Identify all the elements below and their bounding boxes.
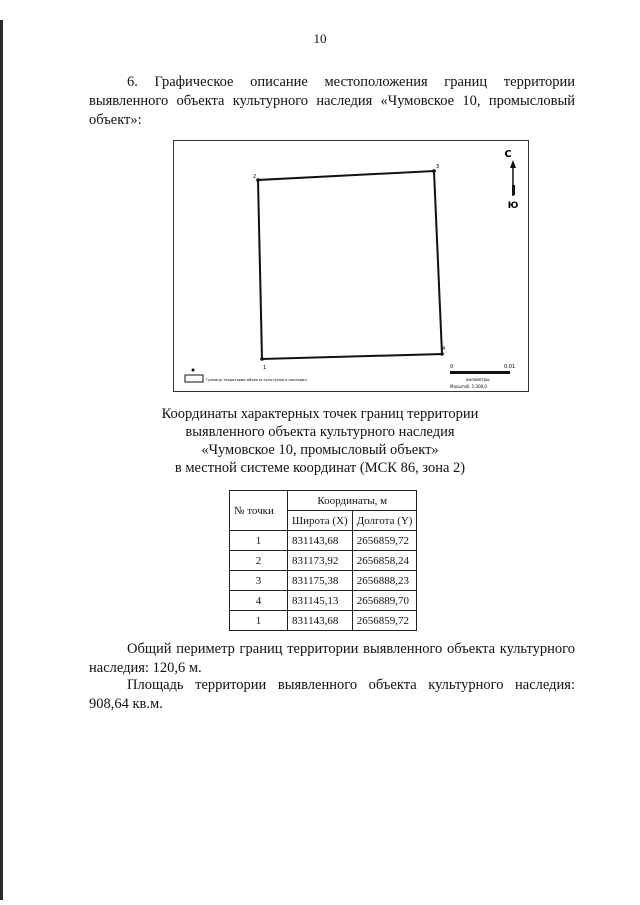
- point-marker-2: [256, 178, 260, 182]
- scale-bar: [450, 364, 515, 389]
- cell-lon: 2656859,72: [352, 531, 417, 551]
- area-text: Площадь территории выявленного объекта культурного наследия: 908,64 кв.м.: [89, 677, 575, 712]
- cell-lat: 831143,68: [288, 531, 353, 551]
- scale-unit: километры: [466, 377, 490, 382]
- header-lon: Долгота (Y): [352, 511, 417, 531]
- cell-lon: 2656859,72: [352, 611, 417, 631]
- table-row: [230, 571, 417, 591]
- header-point: № точки: [230, 491, 288, 531]
- table-row: [230, 591, 417, 611]
- cell-lat: 831175,38: [288, 571, 353, 591]
- point-label-1: 1: [263, 365, 267, 371]
- cell-point: 4: [230, 591, 288, 611]
- compass-north-label: С: [504, 149, 512, 160]
- point-marker-1: [260, 357, 264, 361]
- cell-lat: 831173,92: [288, 551, 353, 571]
- legend-swatch: [185, 375, 203, 382]
- boundary-map: [173, 140, 529, 392]
- cell-point: 1: [230, 531, 288, 551]
- table-row: [230, 531, 417, 551]
- caption-line-3: «Чумовское 10, промысловый объект»: [201, 442, 439, 458]
- north-arrow-icon: [504, 149, 518, 211]
- cell-lon: 2656889,70: [352, 591, 417, 611]
- cell-lat: 831143,68: [288, 611, 353, 631]
- header-coords: Координаты, м: [288, 491, 417, 511]
- map-legend: [185, 369, 307, 383]
- perimeter-text: Общий периметр границ территории выявленного объекта культурного наследия: 120,6 м.: [89, 641, 575, 676]
- cell-lat: 831145,13: [288, 591, 353, 611]
- cell-point: 2: [230, 551, 288, 571]
- cell-point: 3: [230, 571, 288, 591]
- table-row: [230, 611, 417, 631]
- coordinates-table: [229, 490, 417, 631]
- table-row: [230, 551, 417, 571]
- section-heading: 6. Графическое описание местоположения границ территории выявленного объекта культурного наследия «Чумовское 10, промысловый объект»:: [89, 74, 575, 128]
- legend-label: Граница территории объекта культурного наследия: [206, 378, 307, 382]
- point-marker-4: [440, 352, 444, 356]
- cell-lon: 2656888,23: [352, 571, 417, 591]
- caption-line-2: выявленного объекта культурного наследия: [185, 424, 455, 440]
- page-number: 10: [313, 31, 327, 46]
- coordinates-caption: [0, 405, 640, 477]
- scale-end: 0,01: [504, 364, 516, 370]
- header-lat: Широта (X): [288, 511, 353, 531]
- scale-start: 0: [450, 364, 454, 370]
- caption-line-4: в местной системе координат (МСК 86, зона 2): [174, 460, 466, 476]
- cell-lon: 2656858,24: [352, 551, 417, 571]
- boundary-polygon: [258, 171, 442, 359]
- point-label-4: 4: [442, 346, 446, 352]
- point-label-2: 2: [253, 174, 257, 180]
- scale-text: Масштаб: 1:300,0: [450, 384, 487, 389]
- cell-point: 1: [230, 611, 288, 631]
- compass-south-label: Ю: [507, 201, 519, 211]
- caption-line-1: Координаты характерных точек границ территории: [161, 406, 479, 422]
- point-label-3: 3: [436, 164, 440, 170]
